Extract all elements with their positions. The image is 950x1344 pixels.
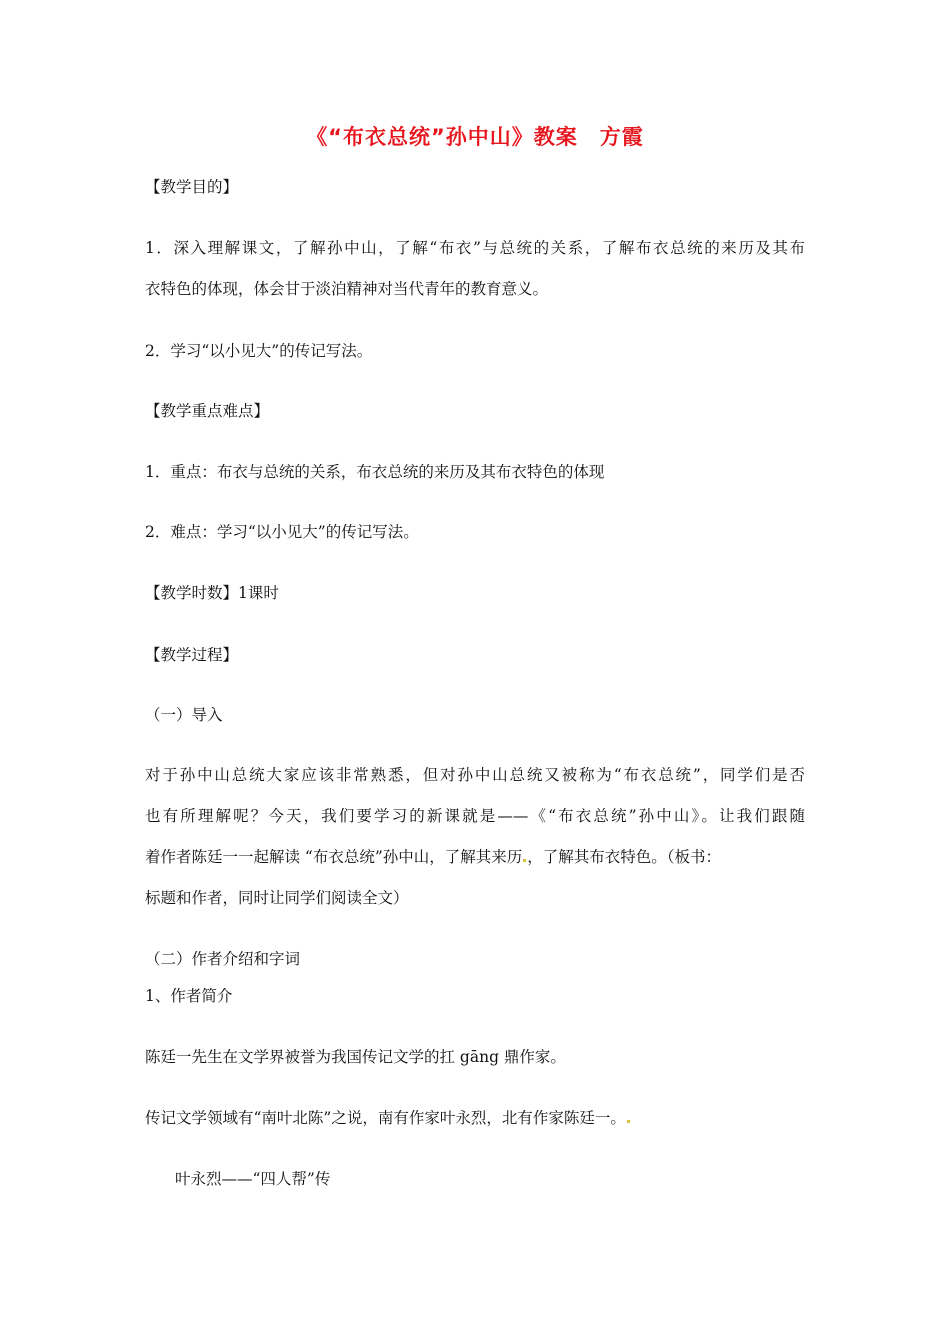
- document-title: 《“布衣总统”孙中山》教案 方霞: [306, 125, 644, 149]
- goals-heading: 【教学目的】: [145, 178, 239, 196]
- intro-line-3: [145, 846, 805, 868]
- key-1: 1．重点：布衣与总统的关系，布衣总统的来历及其布衣特色的体现: [145, 463, 605, 481]
- step-2: （二）作者介绍和字词: [145, 950, 301, 968]
- step-1: （一）导入: [145, 706, 223, 724]
- yellow-dot-icon: [523, 859, 526, 862]
- goal-1-line-1: 1．深入理解课文，了解孙中山，了解“布衣”与总统的关系，了解布衣总统的来历及其布: [145, 239, 805, 257]
- goal-1-line-2: 衣特色的体现，体会甘于淡泊精神对当代青年的教育意义。: [145, 280, 549, 298]
- author-intro-3: 叶永烈——“四人帮”传: [175, 1170, 331, 1188]
- author-intro-2-text: 传记文学领域有“南叶北陈”之说，南有作家叶永烈，北有作家陈廷一。: [145, 1109, 626, 1127]
- sub-heading-author: 1、作者简介: [145, 987, 233, 1005]
- hours: 【教学时数】1课时: [145, 584, 279, 602]
- author-intro-2: [145, 1107, 631, 1129]
- key-2: 2．难点：学习“以小见大”的传记写法。: [145, 523, 419, 541]
- process-heading: 【教学过程】: [145, 646, 239, 664]
- yellow-dot-icon: [627, 1120, 630, 1123]
- intro-line-3-part-1: 着作者陈廷一一起解读 “布衣总统”孙中山，了解其来历: [145, 848, 523, 866]
- intro-line-1: 对于孙中山总统大家应该非常熟悉，但对孙中山总统又被称为“布衣总统”，同学们是否: [145, 766, 805, 784]
- intro-line-3-part-2: ，了解其布衣特色。（板书：: [527, 848, 722, 866]
- goal-2: 2．学习“以小见大”的传记写法。: [145, 342, 373, 360]
- intro-line-2: 也有所理解呢？今天，我们要学习的新课就是——《“布衣总统”孙中山》。让我们跟随: [145, 807, 805, 825]
- key-heading: 【教学重点难点】: [145, 402, 270, 420]
- intro-line-4: 标题和作者，同时让同学们阅读全文）: [145, 889, 409, 907]
- author-intro-1: 陈廷一先生在文学界被誉为我国传记文学的扛 gāng 鼎作家。: [145, 1048, 566, 1066]
